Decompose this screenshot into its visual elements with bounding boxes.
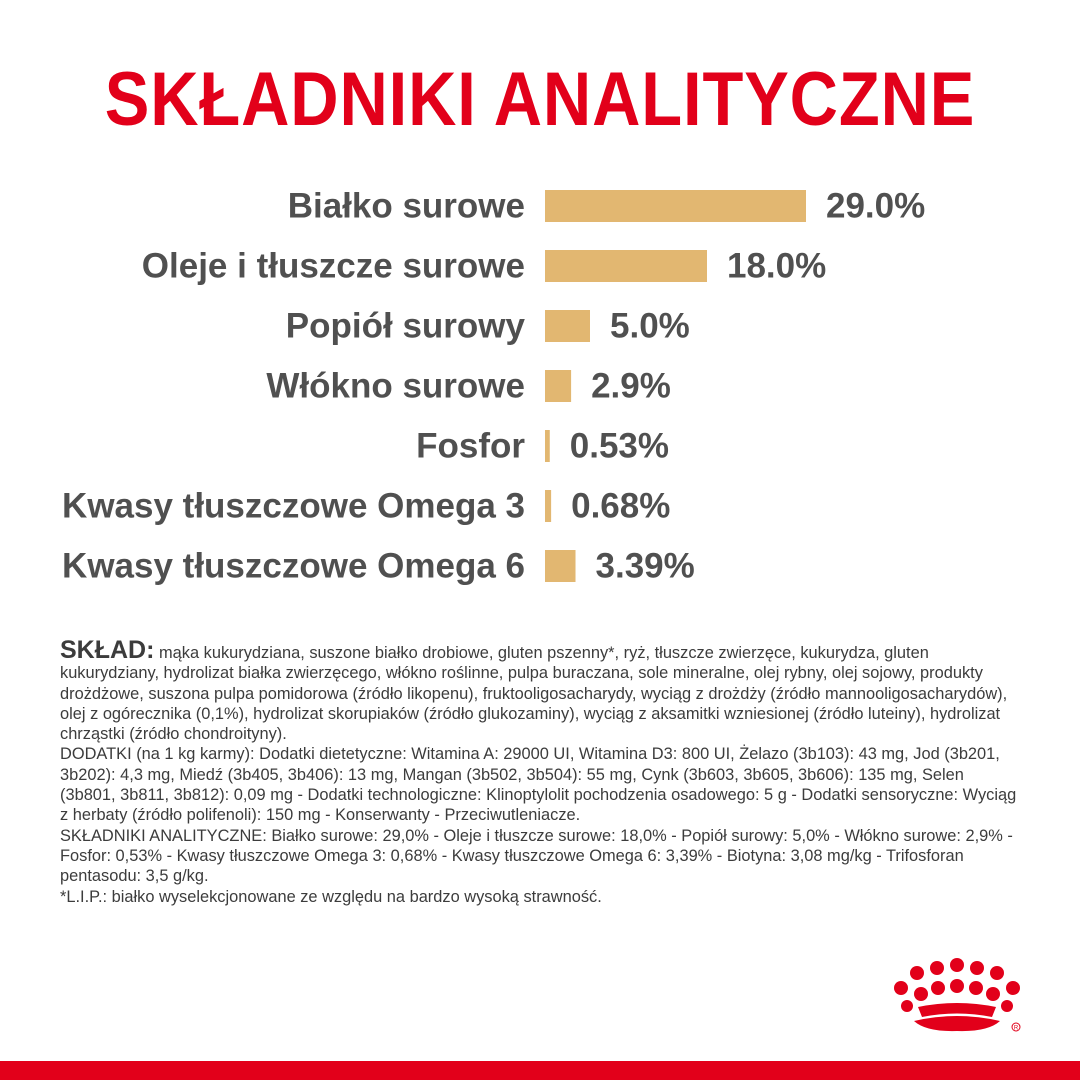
value-label: 0.68%	[571, 486, 671, 526]
bar	[545, 190, 806, 222]
bar	[545, 550, 576, 582]
value-label: 5.0%	[610, 306, 690, 346]
category-label: Popiół surowy	[285, 306, 525, 346]
composition-text	[60, 636, 1020, 907]
svg-text:R: R	[1013, 1025, 1019, 1032]
category-label: Włókno surowe	[266, 366, 525, 406]
value-label: 29.0%	[826, 186, 926, 226]
value-label: 3.39%	[595, 546, 695, 586]
bar	[545, 490, 551, 522]
category-label: Białko surowe	[287, 186, 525, 226]
bar	[545, 310, 590, 342]
value-label: 18.0%	[727, 246, 827, 286]
royal-canin-crown-icon	[888, 955, 1028, 1035]
category-label: Oleje i tłuszcze surowe	[141, 246, 525, 286]
composition-label: SKŁAD:	[60, 636, 155, 664]
value-label: 0.53%	[569, 426, 670, 466]
analytical-text: SKŁADNIKI ANALITYCZNE: Białko surowe: 29,0% - Oleje i tłuszcze surowe: 18,0% - Popiół surowy: 5,0% - Włókno surowe: 2,9% - Fosfor: 0,53% - Kwasy tłuszczowe Omega 3: 0,68% - Kwasy tłuszczowe Omega 6: 3,39% - Biotyna: 3,08 mg/kg - Trifosforan pentasodu: 3,5 g/kg.	[60, 826, 1013, 886]
footnote-text: *L.I.P.: białko wyselekcjonowane ze względu na bardzo wysoką strawność.	[60, 887, 602, 906]
category-label: Fosfor	[416, 426, 525, 466]
bottom-brand-bar	[0, 1061, 1080, 1080]
category-label: Kwasy tłuszczowe Omega 3	[62, 486, 525, 526]
value-label: 2.9%	[591, 366, 671, 406]
bar	[545, 250, 707, 282]
ingredients-text: mąka kukurydziana, suszone białko drobiowe, gluten pszenny*, ryż, tłuszcze zwierzęce, kukurydza, gluten kukurydziany, hydrolizat białka zwierzęcego, włókno roślinne, pulpa buraczana, sole mineralne, olej rybny, olej sojowy, produkty drożdżowe, suszona pulpa pomidorowa (źródło likopenu), fruktooligosacharydy, wyciąg z drożdży (źródło mannooligosacharydów), olej z ogórecznika (0,1%), hydrolizat skorupiaków (źródło glukozaminy), wyciąg z aksamitki wzniesionej (źródło luteiny), hydrolizat chrząstki (źródło chondroityny).	[60, 644, 1008, 744]
ingredients-paragraph	[60, 636, 1020, 744]
additives-text: DODATKI (na 1 kg karmy): Dodatki dietetyczne: Witamina A: 29000 UI, Witamina D3: 800 UI, Żelazo (3b103): 43 mg, Jod (3b201, 3b202): 4,3 mg, Miedź (3b405, 3b406): 13 mg, Mangan (3b502, 3b504): 55 mg, Cynk (3b603, 3b605, 3b606): 135 mg, Selen (3b801, 3b811, 3b812): 0,09 mg - Dodatki technologiczne: Klinoptylolit pochodzenia osadowego: 5 g - Dodatki sensoryczne: Wyciąg z herbaty (źródło polifenoli): 150 mg - Konserwanty - Przeciwutleniacze.	[60, 745, 1017, 825]
page-title: SKŁADNIKI ANALITYCZNE	[104, 57, 976, 142]
category-label: Kwasy tłuszczowe Omega 6	[62, 546, 525, 586]
bar	[545, 430, 550, 462]
nutrient-bar-chart	[0, 170, 1080, 610]
bar	[545, 370, 571, 402]
